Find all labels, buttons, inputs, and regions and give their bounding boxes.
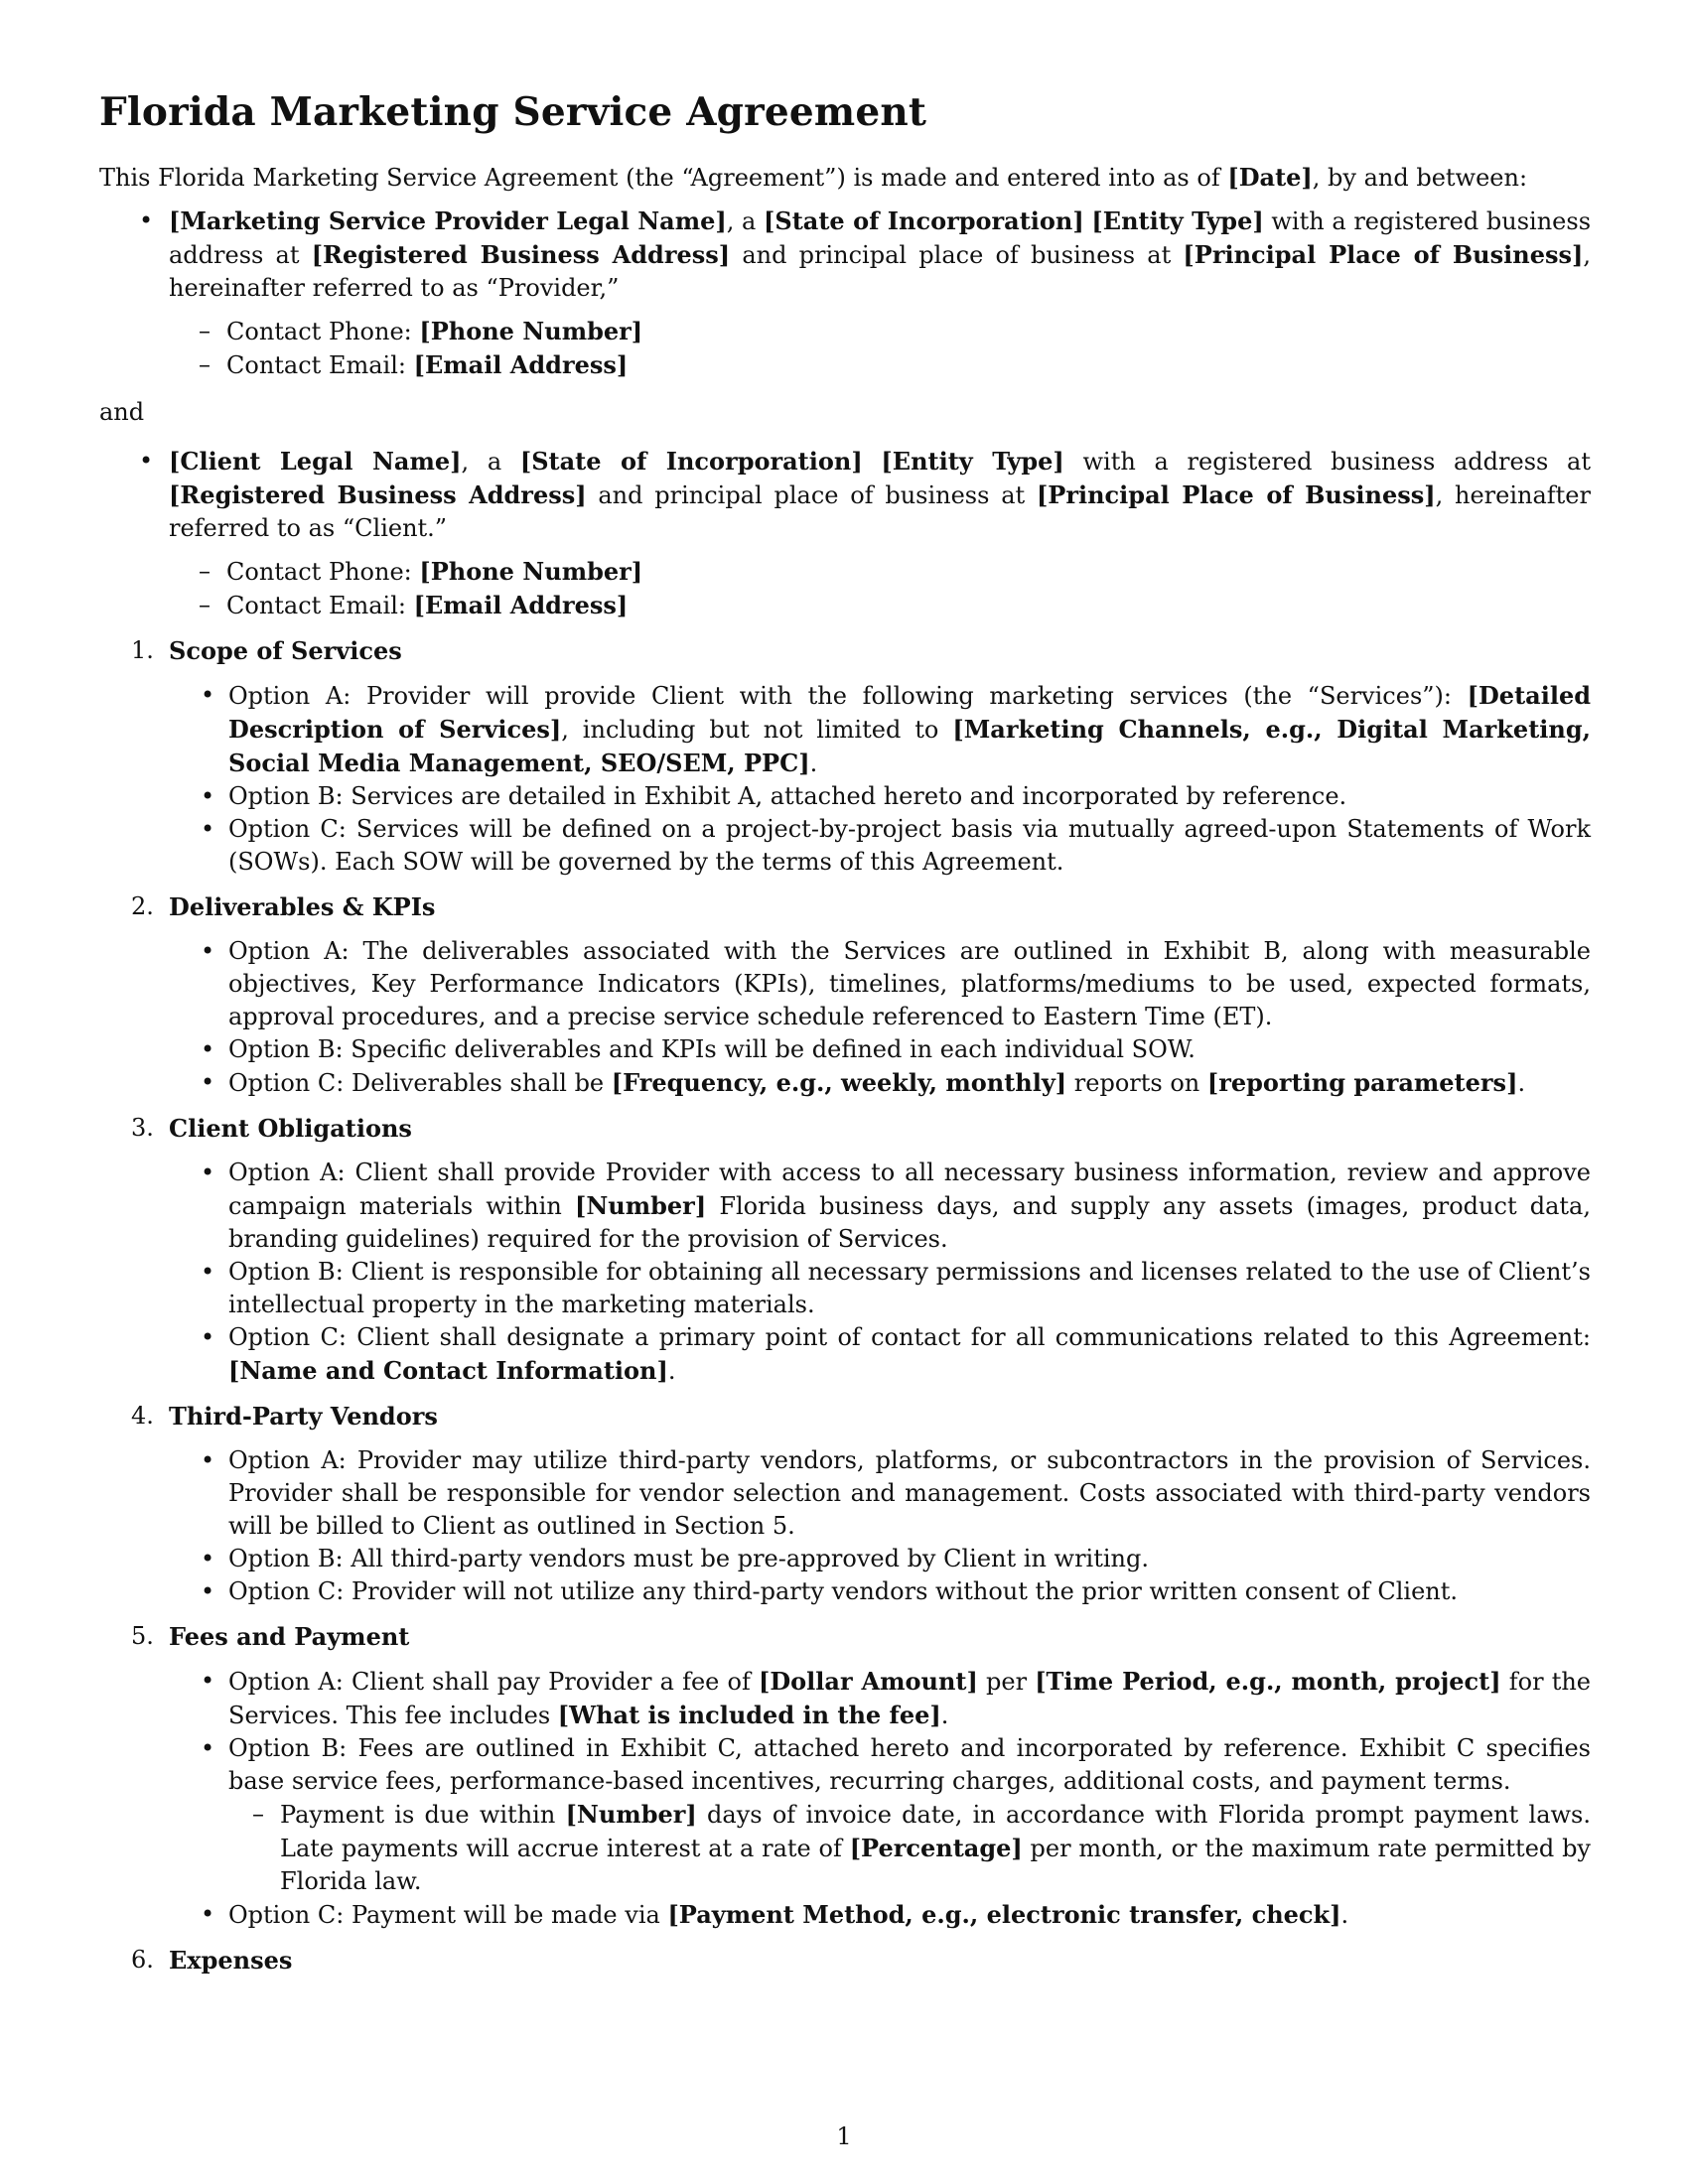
text: and principal place of business at xyxy=(730,241,1184,269)
client-contacts xyxy=(99,555,1591,622)
section-heading xyxy=(99,890,1591,923)
text: . xyxy=(940,1702,949,1729)
bullet-icon: • xyxy=(139,206,154,234)
client-phone xyxy=(99,555,1591,589)
section-deliverables-kpis xyxy=(99,890,1591,1100)
bullet-icon: • xyxy=(201,1900,215,1928)
document-title: Florida Marketing Service Agreement xyxy=(99,89,927,135)
client-party xyxy=(99,445,1591,545)
section-title: Expenses xyxy=(169,1946,293,1975)
text: Payment is due within xyxy=(280,1801,566,1829)
placeholder: [Marketing Channels, e.g., Digital Marketing, Social Media Management, SEO/SEM, PPC] xyxy=(228,715,1591,777)
option-c xyxy=(99,813,1591,879)
provider-email xyxy=(99,348,1591,382)
text: Option C: Deliverables shall be xyxy=(228,1069,612,1097)
bullet-icon: • xyxy=(201,1068,215,1096)
email-placeholder: [Email Address] xyxy=(413,591,629,619)
placeholder: [Frequency, e.g., weekly, monthly] xyxy=(611,1068,1067,1097)
section-client-obligations xyxy=(99,1112,1591,1388)
text: Option B: Specific deliverables and KPIs will be defined in each individual SOW. xyxy=(228,1035,1196,1063)
and-text: and xyxy=(99,398,145,426)
section-number: 4. xyxy=(131,1402,154,1430)
provider-phone xyxy=(99,315,1591,348)
provider-ppb-placeholder: [Principal Place of Business] xyxy=(1183,240,1584,269)
text: Option C: Provider will not utilize any third-party vendors without the prior written consent of Client. xyxy=(228,1577,1459,1605)
client-email xyxy=(99,589,1591,622)
text: Florida business days, and supply any assets (images, product data, branding guidelines) required for the provision of Services. xyxy=(228,1192,1591,1253)
provider-party xyxy=(99,205,1591,305)
document-page xyxy=(99,87,1591,1977)
dash-icon: – xyxy=(252,1800,264,1828)
bullet-icon: • xyxy=(201,815,215,843)
label: Contact Phone: xyxy=(226,318,420,345)
text: . xyxy=(1517,1069,1526,1097)
text: per xyxy=(977,1668,1036,1696)
text: Option B: All third-party vendors must be pre-approved by Client in writing. xyxy=(228,1545,1149,1572)
page-number: 1 xyxy=(836,2122,852,2150)
section-number: 6. xyxy=(131,1946,154,1974)
dash-icon: – xyxy=(199,350,211,378)
text: . xyxy=(809,750,818,777)
client-state-placeholder: [State of Incorporation] xyxy=(519,447,863,476)
provider-address-placeholder: [Registered Business Address] xyxy=(311,240,731,269)
section-heading xyxy=(99,1620,1591,1653)
options-list xyxy=(99,1444,1591,1608)
text: Option A: Client shall provide Provider with access to all necessary business information, review and approve campaign materials within xyxy=(228,1159,1591,1220)
bullet-icon: • xyxy=(139,447,154,475)
section-number: 2. xyxy=(131,892,154,920)
bullet-icon: • xyxy=(201,782,215,810)
option-b xyxy=(99,1256,1591,1321)
label: Contact Phone: xyxy=(226,558,420,586)
dash-icon: – xyxy=(199,591,211,618)
option-c xyxy=(99,1898,1591,1932)
text: Option C: Client shall designate a primary point of contact for all communications related to this Agreement: xyxy=(228,1323,1591,1351)
option-b xyxy=(99,1033,1591,1066)
section-title: Fees and Payment xyxy=(169,1622,410,1651)
phone-placeholder: [Phone Number] xyxy=(419,317,643,345)
client-address-placeholder: [Registered Business Address] xyxy=(169,480,587,509)
text: Option B: Services are detailed in Exhibit A, attached hereto and incorporated by reference. xyxy=(228,782,1347,810)
options-list xyxy=(99,679,1591,879)
placeholder: [Number] xyxy=(565,1800,697,1829)
text: for the Services. This fee includes xyxy=(228,1668,1592,1729)
provider-name-placeholder: [Marketing Service Provider Legal Name] xyxy=(169,206,727,235)
placeholder: [What is included in the fee] xyxy=(557,1701,941,1729)
client-entity-placeholder: [Entity Type] xyxy=(881,447,1064,476)
client-ppb-placeholder: [Principal Place of Business] xyxy=(1036,480,1436,509)
section-number: 5. xyxy=(131,1622,154,1650)
section-heading xyxy=(99,634,1591,667)
bullet-icon: • xyxy=(201,1734,215,1762)
provider-state-placeholder: [State of Incorporation] xyxy=(764,206,1084,235)
section-heading xyxy=(99,1400,1591,1433)
text: Option C: Payment will be made via xyxy=(228,1901,668,1929)
bullet-icon: • xyxy=(201,1446,215,1474)
text: reports on xyxy=(1066,1069,1207,1097)
bullet-icon: • xyxy=(201,1667,215,1695)
option-b xyxy=(99,1543,1591,1575)
section-third-party-vendors xyxy=(99,1400,1591,1608)
email-placeholder: [Email Address] xyxy=(413,350,629,379)
text: per month, or the maximum rate permitted by Florida law. xyxy=(280,1835,1591,1895)
bullet-icon: • xyxy=(201,1035,215,1063)
intro-text: This Florida Marketing Service Agreement (the “Agreement”) is made and entered into as of xyxy=(99,164,1228,192)
text xyxy=(863,448,882,476)
text: Option A: Provider may utilize third-party vendors, platforms, or subcontractors in the provision of Services. Provider shall be responsible for vendor selection and management. Costs associated with third-party vendors will be billed to Client as outlined in Section 5. xyxy=(228,1446,1591,1540)
label: Contact Email: xyxy=(226,592,414,619)
option-b xyxy=(99,1732,1591,1798)
text: and principal place of business at xyxy=(586,481,1037,509)
text: with a registered business address at xyxy=(1063,448,1592,476)
phone-placeholder: [Phone Number] xyxy=(419,557,643,586)
placeholder: [Percentage] xyxy=(849,1834,1023,1862)
date-placeholder: [Date] xyxy=(1227,163,1313,192)
placeholder: [Detailed Description of Services] xyxy=(228,681,1591,744)
option-a xyxy=(99,679,1591,780)
options-list xyxy=(99,1157,1591,1388)
option-c xyxy=(99,1321,1591,1388)
option-a xyxy=(99,1157,1591,1256)
text: , a xyxy=(726,207,765,235)
placeholder: [reporting parameters] xyxy=(1206,1068,1518,1097)
intro-paragraph xyxy=(99,161,1591,195)
text: Option A: Provider will provide Client with the following marketing services (the “Services”): xyxy=(228,682,1468,710)
placeholder: [Name and Contact Information] xyxy=(228,1356,668,1385)
bullet-icon: • xyxy=(201,681,215,709)
bullet-icon: • xyxy=(201,1323,215,1351)
text: , hereinafter referred to as “Provider,” xyxy=(169,241,1591,302)
placeholder: [Payment Method, e.g., electronic transfer, check] xyxy=(667,1900,1341,1929)
section-title: Deliverables & KPIs xyxy=(169,892,436,921)
text: , including but not limited to xyxy=(561,716,953,744)
section-fees-and-payment xyxy=(99,1620,1591,1932)
option-c xyxy=(99,1066,1591,1100)
section-number: 1. xyxy=(131,636,154,664)
text: Option A: The deliverables associated with the Services are outlined in Exhibit B, along with measurable objectives, Key Performance Indicators (KPIs), timelines, platforms/mediums to be used, expected formats, approval procedures, and a precise service schedule referenced to Eastern Time (ET). xyxy=(228,937,1591,1030)
client-name-placeholder: [Client Legal Name] xyxy=(169,447,462,476)
option-a xyxy=(99,935,1591,1033)
text: Option C: Services will be defined on a project-by-project basis via mutually agreed-upon Statements of Work (SOWs). Each SOW will be governed by the terms of this Agreement. xyxy=(228,815,1591,876)
section-expenses xyxy=(99,1944,1591,1977)
bullet-icon: • xyxy=(201,1258,215,1286)
text: Option A: Client shall pay Provider a fee of xyxy=(228,1668,759,1696)
option-b-payment-terms xyxy=(99,1798,1591,1898)
section-title: Third-Party Vendors xyxy=(169,1402,438,1431)
option-a xyxy=(99,1444,1591,1543)
intro-text-end: , by and between: xyxy=(1312,164,1528,192)
section-number: 3. xyxy=(131,1114,154,1142)
bullet-icon: • xyxy=(201,937,215,965)
text: . xyxy=(1340,1901,1349,1929)
option-b xyxy=(99,780,1591,813)
section-title: Scope of Services xyxy=(169,636,402,665)
text: . xyxy=(667,1357,676,1385)
option-c xyxy=(99,1575,1591,1608)
placeholder: [Dollar Amount] xyxy=(759,1667,978,1696)
placeholder: [Number] xyxy=(574,1191,707,1220)
section-scope-of-services xyxy=(99,634,1591,879)
bullet-icon: • xyxy=(201,1159,215,1186)
dash-icon: – xyxy=(199,317,211,344)
bullet-icon: • xyxy=(201,1545,215,1572)
section-heading xyxy=(99,1944,1591,1977)
label: Contact Email: xyxy=(226,351,414,379)
placeholder: [Time Period, e.g., month, project] xyxy=(1035,1667,1501,1696)
option-a xyxy=(99,1665,1591,1732)
text: Option B: Client is responsible for obtaining all necessary permissions and licenses related to the use of Client’s intellectual property in the marketing materials. xyxy=(228,1258,1591,1318)
bullet-icon: • xyxy=(201,1577,215,1605)
text: , a xyxy=(461,448,520,476)
text: , hereinafter referred to as “Client.” xyxy=(169,481,1591,542)
section-heading xyxy=(99,1112,1591,1145)
text: Option B: Fees are outlined in Exhibit C, attached hereto and incorporated by reference. Exhibit C specifies base service fees, performance-based incentives, recurring charges, additional costs, and payment terms. xyxy=(228,1734,1591,1795)
text: days of invoice date, in accordance with Florida prompt payment laws. Late payments will accrue interest at a rate of xyxy=(280,1801,1591,1862)
provider-entity-placeholder: [Entity Type] xyxy=(1091,206,1264,235)
provider-contacts xyxy=(99,315,1591,382)
dash-icon: – xyxy=(199,557,211,585)
options-list xyxy=(99,935,1591,1100)
section-title: Client Obligations xyxy=(169,1114,412,1143)
options-list xyxy=(99,1665,1591,1932)
text: with a registered business address at xyxy=(169,207,1592,269)
